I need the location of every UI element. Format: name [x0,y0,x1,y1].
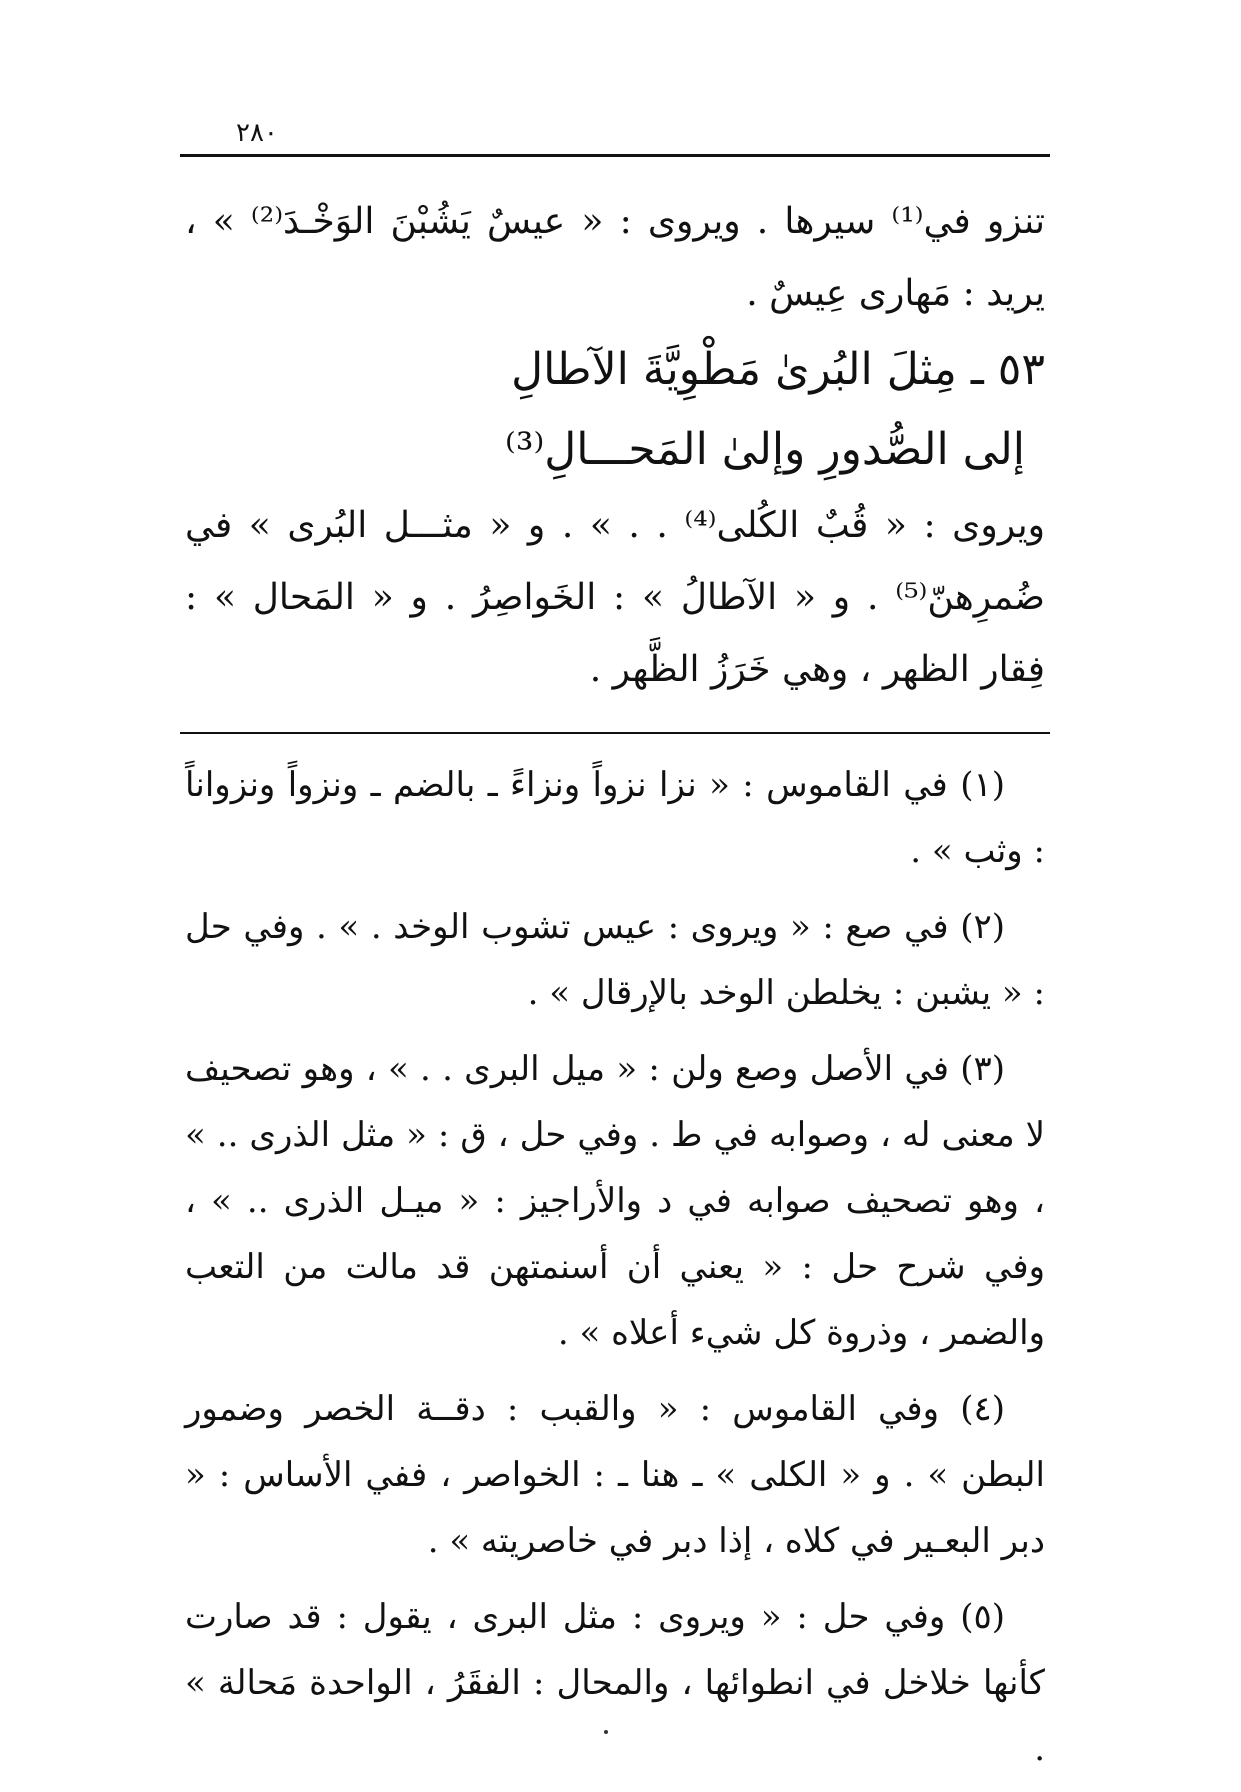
footnote-5: (٥) وفي حل : « ويروى : مثل البرى ، يقول : قد صارت كأنها خلاخل في انطوائها ، والمحال : الفقَرُ ، الواحدة مَحالة » . [185,1597,1045,1769]
paragraph-2: ويروى : « قُبٌ الكُلى⁽⁴⁾ . . » . و « مثـــل البُرى » في ضُمرِهنّ⁽⁵⁾ . و « الآطالُ » : الخَواصِرُ . و « المَحال » : فِقار الظهر ، وهي خَرَزُ الظَّهر . [185,505,1045,690]
footnote-1: (١) في القاموس : « نزا نزواً ونزاءً ـ بالضم ـ ونزواً ونزواناً : وثب » . [185,765,1045,871]
paragraph-1: تنزو في⁽¹⁾ سيرها . ويروى : « عيسٌ يَشُبْنَ الوَخْـدَ⁽²⁾ » ، يريد : مَهارى عِيسٌ . [185,201,1046,314]
footnote-4: (٤) وفي القاموس : « والقبب : دقــة الخصر وضمور البطن » . و « الكلى » ـ هنا ـ : الخواصر ، ففي الأساس : « دبر البعـير في كلاه ، إذا دبر في خاصريته » . [185,1389,1045,1561]
page-mark [604,1730,608,1734]
footnotes [185,752,1045,1792]
footnote-2: (٢) في صع : « ويروى : عيس تشوب الوخد . » . وفي حل : « يشبن : يخلطن الوخد بالإرقال » . [185,907,1045,1013]
footnote-rule [180,732,1050,734]
footnote-3: (٣) في الأصل وصع ولن : « ميل البرى . . » ، وهو تصحيف لا معنى له ، وصوابه في ط . وفي حل ، ق : « مثل الذرى .. » ، وهو تصحيف صوابه في د والأراجيز : « ميـل الذرى .. » ، وفي شرح حل : « يعني أن أسنمتهن قد مالت من التعب والضمر ، وذروة كل شيء أعلاه » . [185,1049,1046,1353]
main-text [185,186,1045,706]
page-number: ٢٨٠ [236,118,278,148]
verse-line-2: إلى الصُّدورِ وإلىٰ المَحـــالِ⁽³⁾ [505,424,1025,475]
header-rule [180,154,1050,157]
verse-line-1: ٥٣ ـ مِثلَ البُرىٰ مَطْوِيَّةَ الآطالِ [511,344,1045,395]
